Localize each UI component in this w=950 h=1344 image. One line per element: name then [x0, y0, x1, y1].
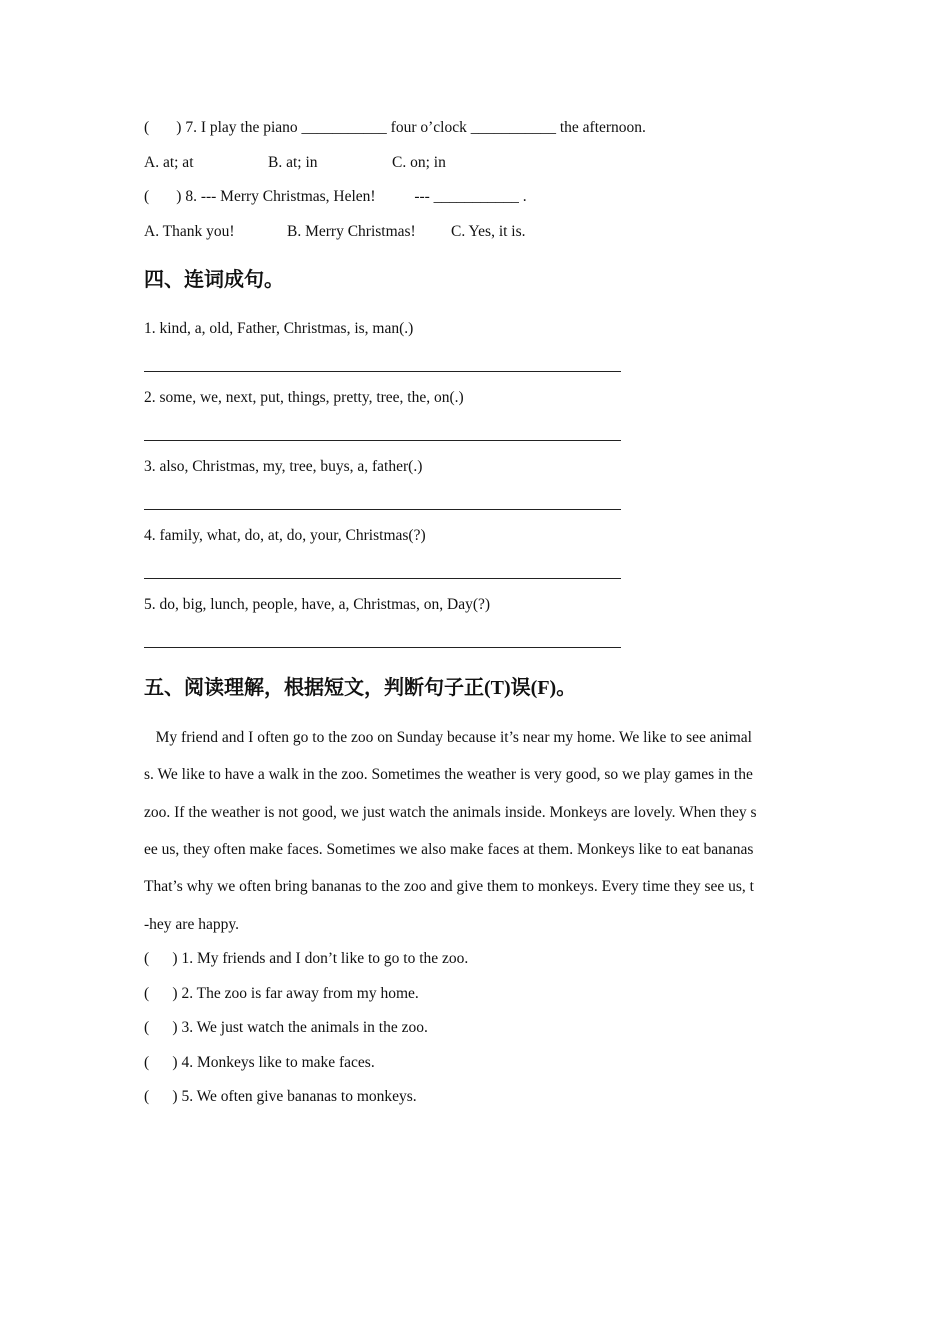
q8-option-c: C. Yes, it is. — [451, 223, 526, 240]
reorder-item-1: 1. kind, a, old, Father, Christmas, is, man(.) — [144, 320, 414, 337]
passage-line-3: zoo. If the weather is not good, we just watch the animals inside. Monkeys are lovely. When they s — [144, 804, 757, 821]
passage-line-1: My friend and I often go to the zoo on Sunday because it’s near my home. We like to see animal — [144, 729, 752, 746]
q7-option-c: C. on; in — [392, 154, 446, 171]
tf-question-2: ( ) 2. The zoo is far away from my home. — [144, 985, 419, 1002]
passage-line-4: ee us, they often make faces. Sometimes we also make faces at them. Monkeys like to eat bananas — [144, 841, 754, 858]
section-5-title-suffix: 。 — [556, 675, 577, 699]
q8-option-a: A. Thank you! — [144, 223, 235, 240]
section-5-title-f: (F) — [530, 677, 557, 699]
reorder-item-4: 4. family, what, do, at, do, your, Christmas(?) — [144, 527, 426, 544]
tf-question-1: ( ) 1. My friends and I don’t like to go to the zoo. — [144, 950, 469, 967]
section-5-title-mid: 误 — [510, 675, 531, 699]
tf-question-5: ( ) 5. We often give bananas to monkeys. — [144, 1088, 417, 1105]
reorder-item-2: 2. some, we, next, put, things, pretty, tree, the, on(.) — [144, 389, 464, 406]
passage-line-5: That’s why we often bring bananas to the zoo and give them to monkeys. Every time they see us, t — [144, 878, 754, 895]
passage-line-2: s. We like to have a walk in the zoo. Sometimes the weather is very good, so we play games in the — [144, 766, 753, 783]
reorder-item-5: 5. do, big, lunch, people, have, a, Christmas, on, Day(?) — [144, 596, 491, 613]
answer-line-3[interactable] — [144, 509, 621, 510]
section-5-title — [144, 674, 576, 701]
answer-line-1[interactable] — [144, 371, 621, 372]
question-7: ( ) 7. I play the piano ___________ four o’clock ___________ the afternoon. — [144, 119, 646, 136]
q8-option-b: B. Merry Christmas! — [287, 223, 416, 240]
passage-line-6: -hey are happy. — [144, 916, 239, 933]
reorder-item-3: 3. also, Christmas, my, tree, buys, a, father(.) — [144, 458, 423, 475]
section-5-title-t: (T) — [484, 677, 511, 699]
section-5-title-prefix: 五、阅读理解，根据短文，判断句子正 — [144, 675, 484, 699]
q7-option-b: B. at; in — [268, 154, 318, 171]
answer-line-5[interactable] — [144, 647, 621, 648]
answer-line-4[interactable] — [144, 578, 621, 579]
answer-line-2[interactable] — [144, 440, 621, 441]
tf-question-3: ( ) 3. We just watch the animals in the zoo. — [144, 1019, 428, 1036]
question-8: ( ) 8. --- Merry Christmas, Helen! --- ___________ . — [144, 188, 527, 205]
section-4-title: 四、连词成句。 — [144, 267, 284, 291]
q7-option-a: A. at; at — [144, 154, 194, 171]
tf-question-4: ( ) 4. Monkeys like to make faces. — [144, 1054, 375, 1071]
